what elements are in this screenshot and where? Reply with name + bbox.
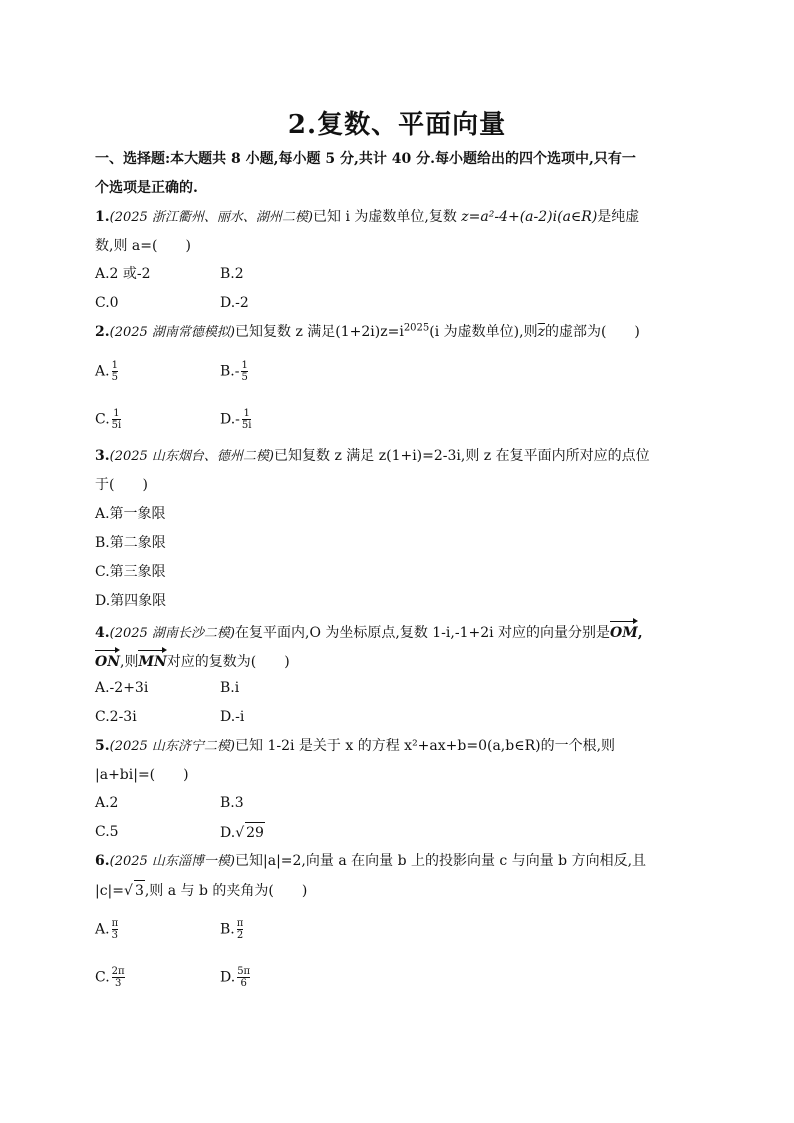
question-number: 2. xyxy=(95,324,110,340)
denominator: 3 xyxy=(111,930,119,941)
question-number: 4. xyxy=(95,625,110,641)
option-a[interactable]: A.第一象限 xyxy=(95,506,166,522)
question-text: 是纯虚 xyxy=(597,209,640,225)
question-text: 对应的复数为( ) xyxy=(166,654,290,670)
denominator: 5i xyxy=(111,420,122,431)
denominator: 5 xyxy=(111,372,118,383)
question-5 xyxy=(95,736,615,757)
option-label: C. xyxy=(95,969,110,986)
fraction xyxy=(112,360,118,383)
option-a[interactable]: A.-2+3i xyxy=(95,680,149,696)
vector-om: OM xyxy=(610,620,638,643)
denominator: 2 xyxy=(236,930,244,941)
numerator: π xyxy=(111,918,119,929)
option-a[interactable]: A.2 xyxy=(95,795,119,811)
option-d[interactable] xyxy=(220,408,251,431)
option-label: A. xyxy=(95,363,110,380)
numerator: π xyxy=(236,918,244,929)
question-number: 1. xyxy=(95,209,110,225)
denominator: 5 xyxy=(241,372,248,383)
option-c[interactable] xyxy=(95,966,125,989)
option-d[interactable]: D.-i xyxy=(220,709,245,725)
option-b[interactable]: B.3 xyxy=(220,795,244,811)
section-heading-line2: 个选项是正确的. xyxy=(95,180,198,196)
question-4-line2 xyxy=(95,649,290,672)
page-title: 2.复数、平面向量 xyxy=(287,110,507,140)
question-number: 6. xyxy=(95,853,110,869)
question-number: 5. xyxy=(95,738,110,754)
fraction xyxy=(237,966,250,989)
section-heading-line1: 一、选择题:本大题共 8 小题,每小题 5 分,共计 40 分.每小题给出的四个选项中,只有一 xyxy=(95,151,636,167)
fraction xyxy=(237,918,244,941)
numerator: 1 xyxy=(243,408,250,419)
option-b[interactable]: B.第二象限 xyxy=(95,535,166,551)
question-text: 的虚部为( ) xyxy=(544,324,640,340)
radicand: 3 xyxy=(134,880,145,901)
option-b[interactable] xyxy=(220,360,248,383)
option-d[interactable] xyxy=(220,966,250,989)
numerator: 1 xyxy=(241,360,248,371)
question-6-line2 xyxy=(95,880,307,901)
question-2 xyxy=(95,322,640,343)
option-label: C. xyxy=(95,411,110,428)
option-a[interactable] xyxy=(95,918,118,941)
fraction xyxy=(242,408,252,431)
option-c[interactable]: C.0 xyxy=(95,295,119,311)
question-text: (i 为虚数单位),则 xyxy=(429,324,538,340)
question-1 xyxy=(95,207,639,228)
fraction xyxy=(241,360,247,383)
fraction xyxy=(112,918,119,941)
question-text: 已知复数 z 满足(1+2i)z=i xyxy=(235,324,404,340)
question-text: 已知|a|=2,向量 a 在向量 b 上的投影向量 c 与向量 b 方向相反,且 xyxy=(235,853,647,869)
exponent: 2025 xyxy=(403,322,430,334)
option-c[interactable] xyxy=(95,408,121,431)
radicand: 29 xyxy=(245,822,265,843)
question-4 xyxy=(95,620,643,644)
numerator: 1 xyxy=(113,408,120,419)
option-c[interactable]: C.第三象限 xyxy=(95,564,166,580)
conjugate-z: z xyxy=(537,324,545,340)
vector-on: ON xyxy=(95,649,120,672)
fraction xyxy=(112,408,122,431)
option-label: D. xyxy=(220,969,236,986)
question-6 xyxy=(95,851,646,872)
question-text: 已知复数 z 满足 z(1+i)=2-3i,则 z 在复平面内所对应的点位 xyxy=(274,448,650,464)
option-label: D.- xyxy=(220,411,240,428)
option-a[interactable]: A.2 或-2 xyxy=(95,266,151,282)
option-label: B. xyxy=(220,921,235,938)
question-1-line2: 数,则 a=( ) xyxy=(95,238,191,254)
numerator: 2π xyxy=(111,966,125,977)
question-source: (2025 山东烟台、德州二模) xyxy=(109,449,274,464)
denominator: 6 xyxy=(237,977,250,989)
question-text: ,则 xyxy=(120,654,139,670)
question-formula: z=a²-4+(a-2)i(a∈R) xyxy=(461,209,598,225)
question-text: 已知 1-2i 是关于 x 的方程 x²+ax+b=0(a,b∈R)的一个根,则 xyxy=(235,738,616,754)
sqrt-sign: √ xyxy=(235,825,245,841)
option-a[interactable] xyxy=(95,360,118,383)
fraction xyxy=(112,966,125,989)
sqrt-sign: √ xyxy=(124,883,133,899)
option-d[interactable]: D.-2 xyxy=(220,295,249,311)
comma: , xyxy=(637,625,643,641)
numerator: 5π xyxy=(237,966,251,977)
option-c[interactable]: C.2-3i xyxy=(95,709,137,725)
option-b[interactable]: B.i xyxy=(220,680,240,696)
question-3-line2: 于( ) xyxy=(95,477,148,493)
numerator: 1 xyxy=(111,360,118,371)
vector-mn: MN xyxy=(138,649,166,672)
denominator: 3 xyxy=(112,977,125,989)
option-d[interactable]: D.第四象限 xyxy=(95,593,167,609)
option-b[interactable]: B.2 xyxy=(220,266,244,282)
option-b[interactable] xyxy=(220,918,243,941)
question-5-line2: |a+bi|=( ) xyxy=(95,767,189,783)
option-label: A. xyxy=(95,921,110,938)
question-text: ,则 a 与 b 的夹角为( ) xyxy=(144,883,308,899)
option-label: D. xyxy=(220,825,236,841)
question-text: |c|= xyxy=(95,883,125,899)
denominator: 5i xyxy=(241,420,252,431)
question-source: (2025 浙江衢州、丽水、湖州二模) xyxy=(109,210,313,225)
option-c[interactable]: C.5 xyxy=(95,824,119,840)
question-text: 在复平面内,O 为坐标原点,复数 1-i,-1+2i 对应的向量分别是 xyxy=(235,625,611,641)
option-d[interactable] xyxy=(220,822,265,843)
question-text: 已知 i 为虚数单位,复数 xyxy=(313,209,462,225)
question-3 xyxy=(95,446,650,467)
question-source: (2025 湖南长沙二模) xyxy=(109,626,235,641)
question-source: (2025 湖南常德模拟) xyxy=(109,325,235,340)
question-source: (2025 山东淄博一模) xyxy=(109,854,235,869)
question-number: 3. xyxy=(95,448,110,464)
question-source: (2025 山东济宁二模) xyxy=(109,739,235,754)
option-label: B.- xyxy=(220,363,240,380)
